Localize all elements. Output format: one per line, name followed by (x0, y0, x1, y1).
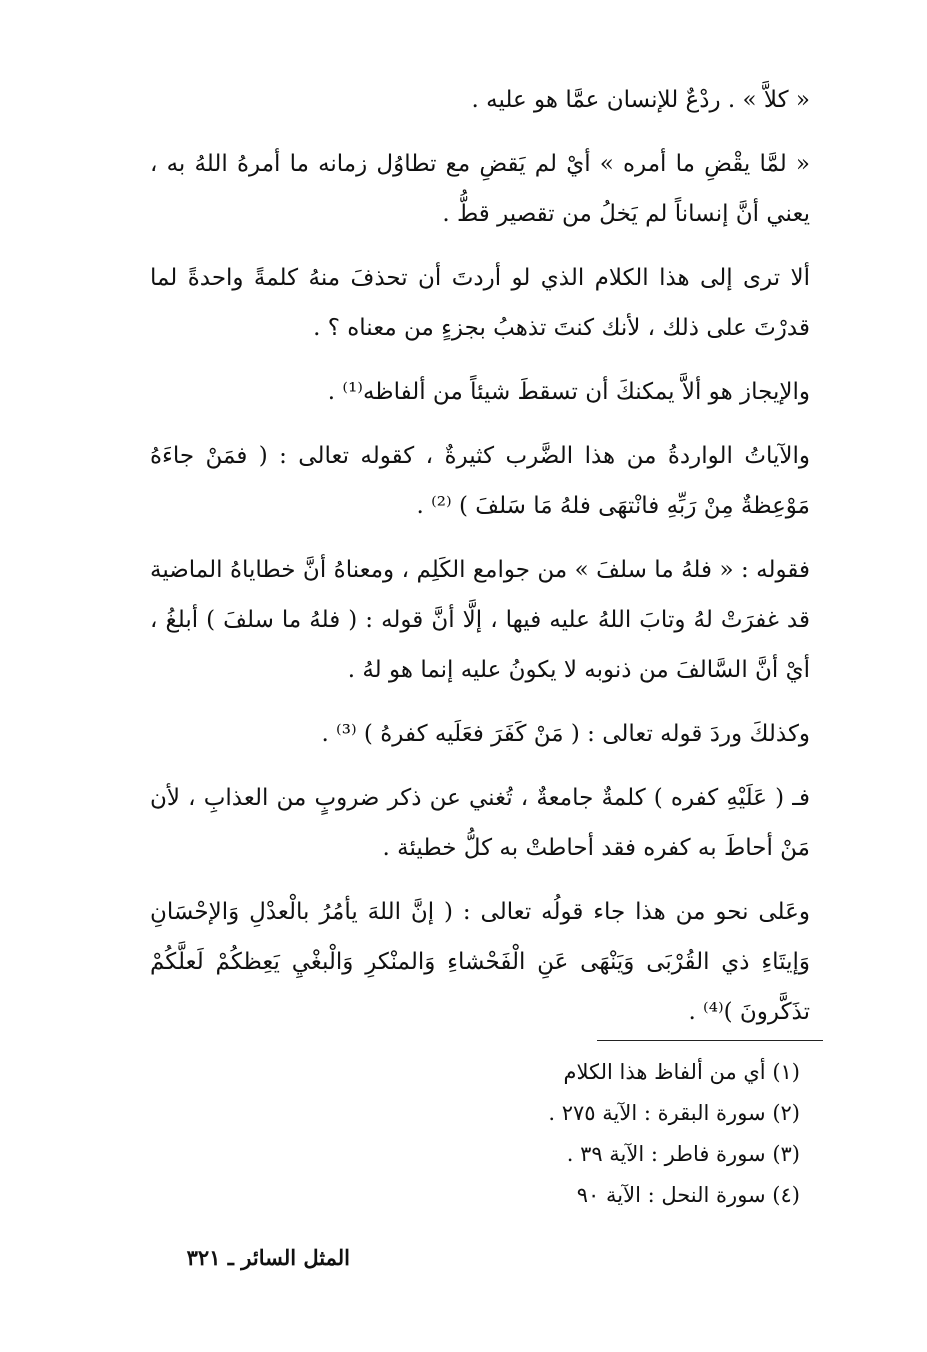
paragraph-8: فـ ( عَلَيْهِ كفره ) كلمةٌ جامعةٌ ، تُغني عن ذكر ضروبٍ من العذابِ ، لأن مَنْ أحاطَ به كفره فقد أحاطتْ به كلُّ خطيئة . (150, 785, 810, 861)
paragraph-5: والآياتُ الواردةُ من هذا الضَّرب كثيرةٌ ، كقوله تعالى : ( فمَنْ جاءَهُ مَوْعِظةٌ مِنْ رَبِّهِ فانْتهَى فلهُ مَا سَلفَ ) ⁽²⁾ . (150, 443, 810, 519)
paragraph-4: والإيجاز هو ألاَّ يمكنكَ أن تسقطَ شيئاً من ألفاظه⁽¹⁾ . (327, 379, 810, 405)
paragraph-6: فقوله : « فلهُ ما سلفَ » من جوامع الكَلِم ، ومعناهُ أنَّ خطاياهُ الماضية قد غفرَتْ لهُ وتابَ اللهُ عليه فيها ، إلَّا أنَّ قوله : ( فلهُ ما سلفَ ) أبلغُ ، أيْ أنَّ السَّالفَ من ذنوبه لا يكونُ عليه إنما هو لهُ . (150, 557, 810, 683)
paragraph-1: « كلاَّ » . ردْعٌ للإنسان عمَّا هو عليه . (471, 87, 810, 113)
footnote-2: (٢) سورة البقرة : الآية ٢٧٥ . (548, 1101, 800, 1125)
page-number-footer: المثل السائر ـ ٣٢١ (186, 1245, 350, 1270)
paragraph-3: ألا ترى إلى هذا الكلام الذي لو أردتَ أن تحذفَ منهُ كلمةً واحدةً لما قدرْتَ على ذلك ، لأنك كنتَ تذهبُ بجزءٍ من معناه ؟ . (150, 265, 810, 341)
paragraph-7: وكذلكَ وردَ قوله تعالى : ( مَنْ كَفَرَ فعَلَيه كفرهُ ) ⁽³⁾ . (321, 721, 810, 747)
body-text (150, 75, 810, 1037)
footnote-3: (٣) سورة فاطر : الآية ٣٩ . (566, 1142, 800, 1166)
footnote-divider (597, 1040, 823, 1041)
footnotes (420, 1052, 800, 1216)
paragraph-9: وعَلى نحو من هذا جاء قولُه تعالى : ( إنَّ اللهَ يأمُرُ بالْعدْلِ وَالإحْسَانِ وَإيتَاءِ ذي القُرْبَى وَيَنْهَى عَنِ الْفَحْشاءِ وَالمنْكرِ وَالْبغْيِ يَعِظكُمْ لَعلَّكُمْ تذَكَّرونَ )⁽⁴⁾ . (150, 899, 810, 1025)
paragraph-2: « لمَّا يقْضِ ما أمره » أيْ لم يَقضِ مع تطاوُل زمانه ما أمرهُ اللهُ به ، يعني أنَّ إنساناً لم يَخلُ من تقصير قطُّ . (150, 151, 810, 227)
footnote-1: (١) أي من ألفاظ هذا الكلام (563, 1060, 800, 1084)
footnote-4: (٤) سورة النحل : الآية ٩٠ (576, 1183, 800, 1207)
